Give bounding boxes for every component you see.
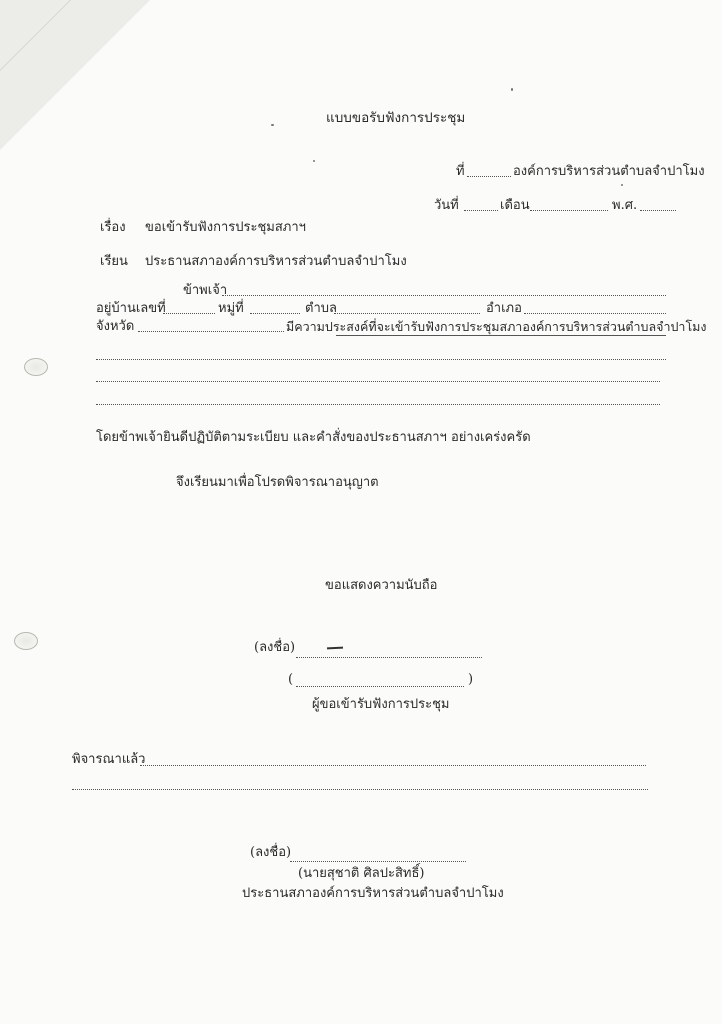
- chair-signature-field[interactable]: [290, 861, 466, 862]
- applicant-sign-label: (ลงชื่อ): [254, 640, 296, 655]
- name-field[interactable]: [222, 295, 666, 296]
- compliance-text: โดยข้าพเจ้ายินดีปฏิบัติตามระเบียบ และคำสั่งของประธานสภาฯ อย่างเคร่งครัด: [96, 430, 531, 445]
- house-number-field[interactable]: [163, 313, 215, 314]
- month-label: เดือน: [500, 198, 530, 213]
- folded-corner: [0, 0, 150, 150]
- considered-line-2[interactable]: [72, 789, 648, 790]
- considered-field[interactable]: [140, 765, 646, 766]
- date-label: วันที่: [434, 198, 459, 213]
- scan-speck: [511, 88, 513, 91]
- province-field[interactable]: [138, 331, 284, 332]
- at-label: ที่: [456, 164, 465, 179]
- detail-line-1[interactable]: [96, 359, 666, 360]
- date-field[interactable]: [464, 210, 498, 211]
- month-field[interactable]: [530, 210, 608, 211]
- to-text: ประธานสภาองค์การบริหารส่วนตำบลจำปาโมง: [145, 254, 407, 269]
- form-title: แบบขอรับฟังการประชุม: [326, 110, 466, 126]
- village-label: หมู่ที่: [218, 301, 244, 316]
- scan-speck: [313, 160, 315, 162]
- detail-line-2[interactable]: [96, 381, 660, 382]
- chair-sign-label: (ลงชื่อ): [250, 845, 292, 860]
- pen-mark: [327, 647, 343, 649]
- paren-open: (: [288, 672, 294, 687]
- to-label: เรียน: [100, 254, 128, 269]
- subject-text: ขอเข้ารับฟังการประชุมสภาฯ: [145, 220, 306, 235]
- district-label: อำเภอ: [486, 301, 522, 316]
- year-label: พ.ศ.: [612, 198, 638, 213]
- purpose-underline: [336, 335, 666, 336]
- chair-name: (นายสุชาติ ศิลปะสิทธิ์): [298, 866, 425, 881]
- name-label: ข้าพเจ้า: [183, 283, 228, 298]
- district-field[interactable]: [524, 313, 666, 314]
- punch-hole-bottom: [14, 632, 38, 650]
- scan-speck: [271, 124, 274, 126]
- applicant-signature-field[interactable]: [296, 657, 482, 658]
- organization-name: องค์การบริหารส่วนตำบลจำปาโมง: [513, 164, 705, 179]
- house-number-label: อยู่บ้านเลขที่: [96, 301, 166, 316]
- year-field[interactable]: [640, 210, 676, 211]
- subdistrict-label: ตำบล: [305, 301, 337, 316]
- applicant-name-field[interactable]: [296, 686, 464, 687]
- village-field[interactable]: [250, 313, 300, 314]
- purpose-text: มีความประสงค์ที่จะเข้ารับฟังการประชุมสภาองค์การบริหารส่วนตำบลจำปาโมง: [286, 319, 707, 334]
- applicant-role: ผู้ขอเข้ารับฟังการประชุม: [312, 697, 450, 712]
- scan-speck: [621, 184, 623, 186]
- detail-line-3[interactable]: [96, 404, 660, 405]
- chair-position: ประธานสภาองค์การบริหารส่วนตำบลจำปาโมง: [242, 886, 504, 901]
- closing-text: ขอแสดงความนับถือ: [325, 578, 438, 593]
- punch-hole-top: [24, 358, 48, 376]
- request-text: จึงเรียนมาเพื่อโปรดพิจารณาอนุญาต: [176, 475, 379, 490]
- subdistrict-field[interactable]: [334, 313, 480, 314]
- at-number-field[interactable]: [467, 176, 511, 177]
- considered-label: พิจารณาแล้ว: [72, 752, 146, 767]
- subject-label: เรื่อง: [100, 220, 126, 235]
- province-label: จังหวัด: [96, 319, 135, 334]
- paren-close: ): [468, 672, 474, 687]
